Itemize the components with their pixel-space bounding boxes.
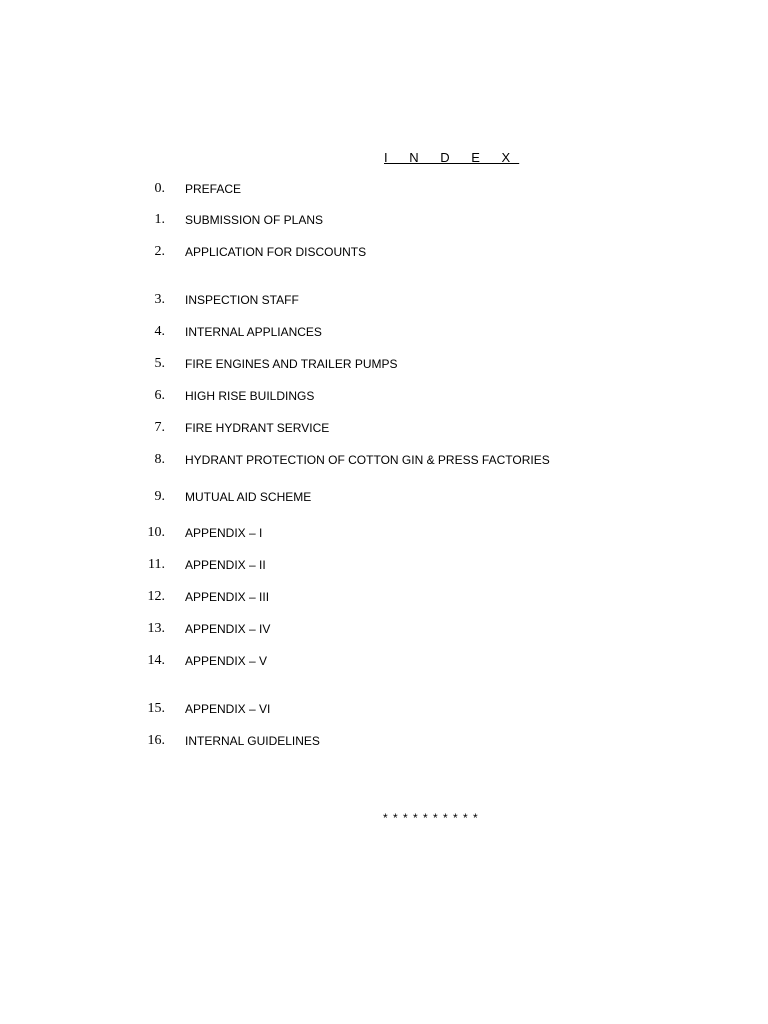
index-entry [0,244,768,264]
entry-number: 4. [154,324,165,339]
entry-label: MUTUAL AID SCHEME [185,490,312,504]
entry-label: INTERNAL APPLIANCES [185,325,322,339]
index-entry [0,181,768,201]
entry-label: APPLICATION FOR DISCOUNTS [185,245,367,259]
entry-label: APPENDIX – IV [185,622,271,636]
index-entry [0,621,768,641]
entry-number: 12. [147,589,165,604]
index-entry [0,557,768,577]
index-entry [0,525,768,545]
entry-number: 15. [147,701,165,716]
index-entry [0,388,768,408]
entry-number: 2. [154,244,165,259]
entry-number: 6. [154,388,165,403]
entry-number: 10. [147,525,165,540]
entry-label: APPENDIX – I [185,526,263,540]
entry-label: APPENDIX – V [185,654,268,668]
entry-number: 1. [154,212,165,227]
entry-label: APPENDIX – III [185,590,270,604]
entry-number: 0. [154,181,165,196]
entry-label: SUBMISSION OF PLANS [185,213,324,227]
entry-number: 3. [154,292,165,307]
index-entry [0,420,768,440]
entry-number: 13. [147,621,165,636]
index-entry [0,733,768,753]
index-entry [0,212,768,232]
entry-label: INSPECTION STAFF [185,293,299,307]
entry-number: 5. [154,356,165,371]
index-entry [0,589,768,609]
entry-number: 16. [147,733,165,748]
entry-number: 14. [147,653,165,668]
index-entry [0,701,768,721]
entry-label: HIGH RISE BUILDINGS [185,389,315,403]
index-title: I N D E X [384,150,520,165]
index-entry [0,356,768,376]
entry-label: FIRE HYDRANT SERVICE [185,421,330,435]
entry-label: APPENDIX – VI [185,702,271,716]
index-entry [0,292,768,312]
index-entry [0,324,768,344]
entry-label: INTERNAL GUIDELINES [185,734,320,748]
entry-number: 8. [154,452,165,467]
entry-label: PREFACE [185,182,242,196]
index-entry [0,489,768,509]
entry-label: HYDRANT PROTECTION OF COTTON GIN & PRESS FACTORIES [185,453,550,467]
index-entry [0,452,768,472]
entry-number: 9. [154,489,165,504]
entry-label: FIRE ENGINES AND TRAILER PUMPS [185,357,398,371]
entry-label: APPENDIX – II [185,558,266,572]
index-entry [0,653,768,673]
end-of-index-marker: * * * * * * * * * * [383,811,479,825]
entry-number: 7. [154,420,165,435]
entry-number: 11. [148,557,165,572]
